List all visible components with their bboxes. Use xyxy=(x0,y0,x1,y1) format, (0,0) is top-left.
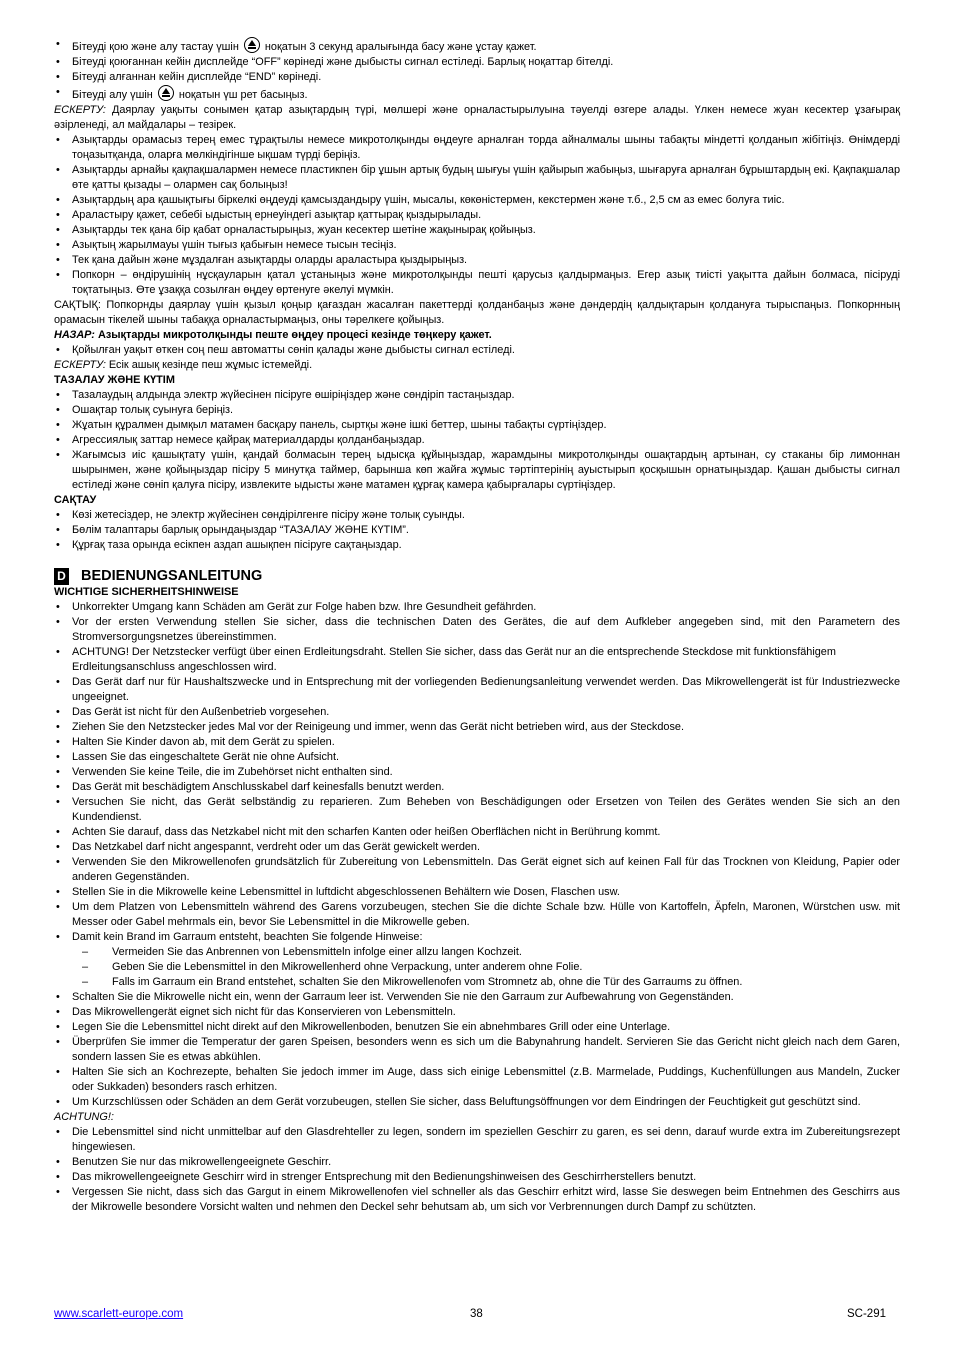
bullet-item xyxy=(54,253,900,268)
item-text: Benutzen Sie nur das mikrowellengeeignete Geschirr. xyxy=(72,1156,332,1168)
item-text: Азықтардың ара қашықтығы біркелкі өңдеуді қамсыздандыру үшін, мысалы, көкөністермен, кекстермен және т.б., 2,5 см аз емес болуға тиіс. xyxy=(72,194,785,206)
item-text: Versuchen Sie nicht, das Gerät selbständig zu reparieren. Zum Beheben von Beschädigungen oder Ersetzen von Teilen des Gerätes wenden Sie sich an den Kundendienst. xyxy=(72,796,900,823)
bullet-item xyxy=(54,930,900,945)
language-badge-de: D xyxy=(54,568,69,585)
text-after-icon: ноқатын 3 секунд аралығында басу және ұстау қажет. xyxy=(264,41,537,53)
item-text: Құрғақ таза орында есікпен аздап ашықпен пісіруге сақтаңыздар. xyxy=(72,539,402,551)
paragraph xyxy=(54,298,900,328)
bullet-item xyxy=(54,70,900,85)
text-before-icon: Бітеуді алу үшін xyxy=(72,89,153,101)
item-text: Falls im Garraum ein Brand entstehet, schalten Sie den Mikrowellenofen vom Stromnetz ab, ohne die Tür des Garraums zu öffnen. xyxy=(112,976,743,988)
bullet-item xyxy=(54,600,900,615)
bullet-item xyxy=(54,855,900,885)
item-text: Die Lebensmittel sind nicht unmittelbar auf den Glasdrehteller zu legen, sondern im speziellen Geschirr zu garen, es sei denn, darauf wurde extra im Zubereitungsrezept hingewiesen. xyxy=(72,1126,900,1153)
item-text: Geben Sie die Lebensmittel in den Mikrowellenherd ohne Verpackung, unter anderem ohne Folie. xyxy=(112,961,583,973)
item-text: ACHTUNG! Der Netzstecker verfügt über einen Erdleitungsdraht. Stellen Sie sicher, dass das Gerät nur an die entsprechende Steckdose mit funktionsfähigem xyxy=(72,646,836,658)
item-text: Lassen Sie das eingeschaltete Gerät nie ohne Aufsicht. xyxy=(72,751,339,763)
bold-text: Азықтарды микротолқынды пеште өңдеу процесі кезінде төңкеру қажет. xyxy=(97,329,492,341)
indented-text xyxy=(54,660,900,675)
bullet-item xyxy=(54,403,900,418)
text-before-icon: Бітеуді қою және алу тастау үшін xyxy=(72,41,239,53)
note-label xyxy=(54,1110,900,1125)
item-text: Тек қана дайын және мұздалған азықтарды оларды араластыра қыздырыңыз. xyxy=(72,254,468,266)
bullet-item xyxy=(54,795,900,825)
item-text: Erdleitungsanschluss angeschlossen wird. xyxy=(72,661,277,673)
footer-page-number: 38 xyxy=(470,1308,483,1320)
bullet-item xyxy=(54,705,900,720)
bullet-item xyxy=(54,223,900,238)
bullet-item xyxy=(54,675,900,705)
item-text: Азықтарды орамасыз терең емес тұрақтылы немесе микротолқынды өңдеуге арналған торда айналмалы шыны табақты міндетті қолданып жібітіңіз. Өнімдерді тоңазытқанда, оларға мөлкіндігінше ықшам түрді беріңіз. xyxy=(72,134,900,161)
bullet-item xyxy=(54,208,900,223)
kazakh-section xyxy=(54,37,900,553)
footer-website-link[interactable]: www.scarlett-europe.com xyxy=(54,1308,184,1320)
item-text: САҚТАУ xyxy=(54,494,97,506)
item-text: Halten Sie Kinder davon ab, mit dem Gerät zu spielen. xyxy=(72,736,335,748)
bullet-item xyxy=(54,508,900,523)
bullet-item xyxy=(54,765,900,780)
bullet-item xyxy=(54,990,900,1005)
item-text: Араластыру қажет, себебі ыдыстың ернеуіндегі азықтар қаттырақ қыздырылады. xyxy=(72,209,482,221)
item-text: Есік ашық кезінде пеш жұмыс істемейді. xyxy=(108,359,313,371)
item-text: Achten Sie darauf, dass das Netzkabel nicht mit den scharfen Kanten oder heißen Oberflächen nicht in Berührung kommt. xyxy=(72,826,661,838)
bullet-item xyxy=(54,37,900,55)
bullet-item xyxy=(54,825,900,840)
item-text: Азықтарды тек қана бір қабат орналастырыңыз, жуан кесектер шетіне жақынырақ қойыңыз. xyxy=(72,224,536,236)
bullet-item xyxy=(54,418,900,433)
item-text: Тазалаудың алдында электр жүйесінен пісіруге өшіріңіздер және сөндіріп тастаңыздар. xyxy=(72,389,515,401)
bullet-item xyxy=(54,538,900,553)
paragraph xyxy=(54,328,900,343)
item-text: Verwenden Sie keine Teile, die im Zubehörset nicht enthalten sind. xyxy=(72,766,393,778)
item-text: Ошақтар толық суынуға беріңіз. xyxy=(72,404,234,416)
item-text: Даярлау уақыты сонымен қатар азықтардың түрі, мөлшері және орналастырылуына тәуелді өзгере алады. Үлкен немесе жуан кесектер ұзағырақ әзірленеді, ал майдалары – тезірек. xyxy=(54,104,900,131)
item-text: Das Gerät darf nur für Haushaltszwecke und in Entsprechung mit der vorliegenden Bedienungsanleitung verwendet werden. Das Mikrowellengerät ist für Industriezwecke ungeeignet. xyxy=(72,676,900,703)
bullet-item xyxy=(54,523,900,538)
item-text: Überprüfen Sie immer die Temperatur der garen Speisen, besonders wenn es sich um die Babynahrung handelt. Servieren Sie das Gericht nicht gleich nach dem Garen, sondern lassen Sie es etwas abkühlen. xyxy=(72,1036,900,1063)
bullet-item xyxy=(54,1005,900,1020)
item-text: Das Gerät mit beschädigtem Anschlusskabel darf keinesfalls benutzt werden. xyxy=(72,781,445,793)
bullet-item xyxy=(54,193,900,208)
item-text: Попкорнды даярлау үшін қызыл қоңыр қағаздан жасалған пакеттерді қолданбаңыз және дәндердің қалдықтарын қолдануға тырыспаңыз. Попкорнның орамасын тікелей шыны табаққа орналастырмаңыз, оны тәрелкеге қойыңыз. xyxy=(54,299,900,326)
bullet-item xyxy=(54,238,900,253)
item-text: Halten Sie sich an Kochrezepte, behalten Sie jedoch immer im Auge, dass sich einige Lebensmittel (z.B. Marmelade, Puddings, Kuchenfüllungen aus Mandeln, Zucker oder Sukkaden) besonders rasch erhitzen. xyxy=(72,1066,900,1093)
bullet-item xyxy=(54,900,900,930)
bullet-item xyxy=(54,85,900,103)
item-text: Бөлім талаптары барлық орындаңыздар “ТАЗАЛАУ ЖӘНЕ КҮТІМ”. xyxy=(72,524,409,536)
bullet-item xyxy=(54,448,900,493)
item-text: Das Gerät ist nicht für den Außenbetrieb vorgesehen. xyxy=(72,706,330,718)
item-text: Schalten Sie die Mikrowelle nicht ein, wenn der Garraum leer ist. Verwenden Sie nie den Garraum zur Aufbewahrung von Gegenständen. xyxy=(72,991,734,1003)
bullet-item xyxy=(54,1095,900,1110)
bullet-item xyxy=(54,133,900,163)
bullet-item xyxy=(54,645,900,660)
warning-label: НАЗАР: xyxy=(54,329,95,341)
item-text: ТАЗАЛАУ ЖӘНЕ КҮТІМ xyxy=(54,374,175,386)
item-text: Das Mikrowellengerät eignet sich nicht für das Konservieren von Lebensmitteln. xyxy=(72,1006,456,1018)
paragraph xyxy=(54,358,900,373)
german-section xyxy=(54,585,900,1215)
item-text: WICHTIGE SICHERHEITSHINWEISE xyxy=(54,586,239,598)
dash-item xyxy=(54,960,900,975)
bullet-item xyxy=(54,1020,900,1035)
bullet-item xyxy=(54,55,900,70)
section-title-text: BEDIENUNGSANLEITUNG xyxy=(81,568,263,584)
item-text: Verwenden Sie den Mikrowellenofen grundsätzlich für Zubereitung von Lebensmitteln. Das Gerät eignet sich auf keinen Fall für das Trocknen von Kleidung, Papier oder anderen Gegenständen. xyxy=(72,856,900,883)
item-text: Ziehen Sie den Netzstecker jedes Mal vor der Reinigeung und immer, wenn das Gerät nicht betrieben wird, aus der Steckdose. xyxy=(72,721,685,733)
item-text: Um dem Platzen von Lebensmitteln während des Garens vorzubeugen, stechen Sie die dichte Schale bzw. Hülle von Kartoffeln, Äpfeln, Maronen, Würstchen usw. mit Messer oder Gabel mehrmals ein, bevor Sie Lebensmittel in die Mikrowelle geben. xyxy=(72,901,900,928)
bullet-item xyxy=(54,1125,900,1155)
dash-item xyxy=(54,975,900,990)
item-text: Көзі жетесіздер, не электр жүйесінен сөндірілгенге пісіру және толық суынды. xyxy=(72,509,465,521)
bullet-item xyxy=(54,735,900,750)
bullet-item xyxy=(54,433,900,448)
paragraph xyxy=(54,103,900,133)
bullet-item xyxy=(54,720,900,735)
item-text: Агрессиялық заттар немесе қайрақ материалдарды қолданбаңыздар. xyxy=(72,434,425,446)
child-lock-icon xyxy=(158,85,174,101)
section-heading xyxy=(54,493,900,508)
bullet-item xyxy=(54,163,900,193)
item-text: Vermeiden Sie das Anbrennen von Lebensmitteln infolge einer allzu langen Kochzeit. xyxy=(112,946,522,958)
item-text: Vergessen Sie nicht, dass sich das Gargut in einem Mikrowellenofen viel schneller als das Geschirr erhitzt wird, lasse Sie deswegen beim Entnehmen des Geschirrs aus der Mikrowelle besondere Vorsicht walten und nehmen den Deckel sehr behutsam ab, um sich vor Verbrennungen durch Dampf zu schützten. xyxy=(72,1186,900,1213)
bullet-item xyxy=(54,615,900,645)
item-text: ACHTUNG!: xyxy=(54,1111,114,1123)
document-page xyxy=(54,37,900,1215)
bullet-item xyxy=(54,1185,900,1215)
item-text: Азықтарды арнайы қақпақшалармен немесе пластикпен бір ұшын артық будың шығуы үшін қайырып жабыңыз, шығаруға арналған бұрыштардың екі. Қақпақшалар өте қатты қызады – олармен сақ болыңыз! xyxy=(72,164,901,191)
section-heading xyxy=(54,585,900,600)
child-lock-icon xyxy=(244,37,260,53)
item-text: Қойылған уақыт өткен соң пеш автоматты сөніп қалады және дыбысты сигнал естіледі. xyxy=(72,344,515,356)
item-text: Жағымсыз иіс қашықтату үшін, қандай болмасын терең ыдысқа құйыңыздар, жарамдыны микротолқынды ошақтардың артынан, су стаканы бір лимоннан шырынмен, және қойыңыздар пісіру 5 минутқа таймер, барынша көп жайға жұмыс тәртіптерінің ауыстырып қосқышын орнатыңыздар. Қашан дыбысты сигнал естіледі және сөніп қалуға пісіру, извлеките ыдысты және матамен құрғақ камера қабырғалары сүртіңіздер. xyxy=(72,449,900,491)
note-label: ЕСКЕРТУ: xyxy=(54,359,106,371)
bullet-item xyxy=(54,1170,900,1185)
item-text: Бітеуді қоюғаннан кейін дисплейде “OFF” көрінеді және дыбысты сигнал естіледі. Барлық ноқаттар бітелді. xyxy=(72,56,614,68)
item-text: Um Kurzschlüssen oder Schäden an dem Gerät vorzubeugen, stellen Sie sicher, dass Beluftungsöffnungen vor dem Eindringen der Feuchtigkeit gut geschützt sind. xyxy=(72,1096,861,1108)
bullet-item xyxy=(54,840,900,855)
bullet-item xyxy=(54,343,900,358)
prefix-label: САҚТЫҚ: xyxy=(54,299,101,311)
bullet-item xyxy=(54,388,900,403)
item-text: Damit kein Brand im Garraum entsteht, beachten Sie folgende Hinweise: xyxy=(72,931,423,943)
item-text: Legen Sie die Lebensmittel nicht direkt auf den Mikrowellenboden, benutzen Sie ein abnehmbares Grill oder eine Unterlage. xyxy=(72,1021,671,1033)
bullet-item xyxy=(54,268,900,298)
text-after-icon: ноқатын үш рет басыңыз. xyxy=(178,89,308,101)
bullet-item xyxy=(54,1035,900,1065)
item-text: Unkorrekter Umgang kann Schäden am Gerät zur Folge haben bzw. Ihre Gesundheit gefährden. xyxy=(72,601,537,613)
bullet-item xyxy=(54,1065,900,1095)
footer-model-number: SC-291 xyxy=(847,1308,886,1320)
section-title-de xyxy=(54,567,900,585)
item-text: Stellen Sie in die Mikrowelle keine Lebensmittel in luftdicht abgeschlossenen Behältern wie Dosen, Flaschen usw. xyxy=(72,886,620,898)
item-text: Попкорн – өндірушінің нұсқауларын қатал ұстаныңыз және микротолқынды пешті қарусыз қалдырмаңыз. Егер азық тиісті уақытта дайын болмаса, пісіруді тоқтатыңыз. Өте ұзаққа созылған өңдеу өртенуге әкелуі мүмкін. xyxy=(72,269,900,296)
item-text: Das mikrowellengeeignete Geschirr wird in strenger Entsprechung mit den Bedienungshinweisen des Geschirrherstellers benutzt. xyxy=(72,1171,697,1183)
bullet-item xyxy=(54,1155,900,1170)
note-label: ЕСКЕРТУ: xyxy=(54,104,106,116)
item-text: Vor der ersten Verwendung stellen Sie sicher, dass die technischen Daten des Gerätes, die auf dem Aufkleber angegeben sind, mit den Parametern des Stromversorgungsnetzes übereinstimmen. xyxy=(72,616,900,643)
item-text: Das Netzkabel darf nicht angespannt, verdreht oder um das Gerät gewickelt werden. xyxy=(72,841,481,853)
bullet-item xyxy=(54,885,900,900)
item-text: Жұатын құралмен дымқыл матамен басқару панель, сыртқы және ішкі беттер, шыны табақты сүртіңіздер. xyxy=(72,419,607,431)
item-text: Азықтың жарылмауы үшін тығыз қабығын немесе тысын тесіңіз. xyxy=(72,239,397,251)
item-text: Бітеуді алғаннан кейін дисплейде “END” көрінеді. xyxy=(72,71,322,83)
section-heading xyxy=(54,373,900,388)
bullet-item xyxy=(54,750,900,765)
bullet-item xyxy=(54,780,900,795)
dash-item xyxy=(54,945,900,960)
